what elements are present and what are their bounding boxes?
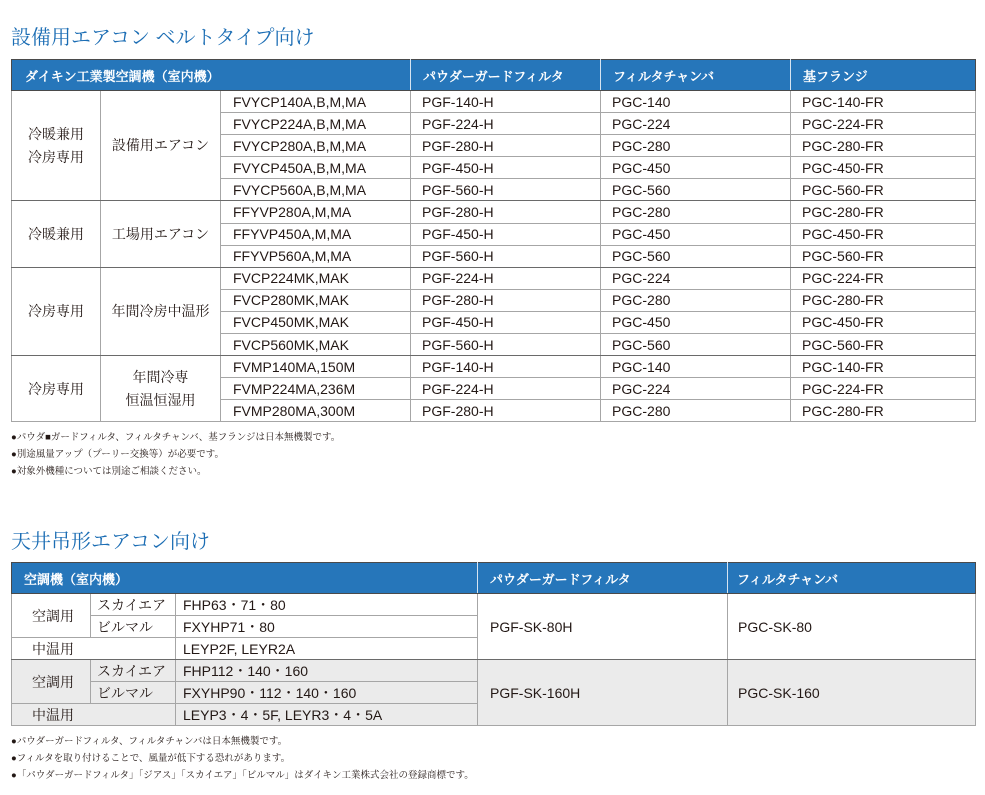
- cell-pgc: PGC-450: [601, 157, 791, 179]
- cell-model: FVYCP560A,B,M,MA: [221, 179, 411, 201]
- cell-pgf: PGF-280-H: [411, 400, 601, 422]
- cell-pgc: PGC-280: [601, 201, 791, 223]
- note-item: ●パウダ■ガードフィルタ、フィルタチャンバ、基フランジは日本無機製です。: [11, 432, 341, 443]
- notes-list: [11, 429, 340, 480]
- cell-pgf: PGF-280-H: [411, 289, 601, 311]
- cell-model: FFYVP280A,M,MA: [221, 201, 411, 223]
- section-title: 設備用エアコン ベルトタイプ向け: [11, 27, 315, 49]
- cell-pgf: PGF-140-H: [411, 91, 601, 113]
- note-item: ●「パウダーガードフィルタ」「ジアス」「スカイエア」「ビルマル」はダイキン工業株式会社の登録商標です。: [11, 770, 474, 781]
- cell-model: FVMP140MA,150M: [221, 356, 411, 378]
- cell-models: LEYP2F, LEYR2A: [176, 638, 478, 660]
- cell-flange: PGC-450-FR: [791, 223, 976, 245]
- cell-flange: PGC-450-FR: [791, 157, 976, 179]
- table-row: [12, 594, 976, 616]
- cell-use: 空調用: [12, 660, 91, 704]
- table-row: [12, 201, 976, 223]
- cell-flange: PGC-450-FR: [791, 311, 976, 333]
- cell-pgf: PGF-224-H: [411, 378, 601, 400]
- cell-pgf: PGF-450-H: [411, 223, 601, 245]
- cell-use: [12, 356, 101, 422]
- table-header-row: [12, 60, 976, 91]
- cell-models: FHP63・71・80: [176, 594, 478, 616]
- cell-model: FVYCP140A,B,M,MA: [221, 91, 411, 113]
- use-line: 冷暖兼用: [28, 126, 84, 143]
- cell-pgf: PGF-450-H: [411, 311, 601, 333]
- cell-pgc: PGC-224: [601, 378, 791, 400]
- cell-pgf: PGF-280-H: [411, 135, 601, 157]
- cell-use: [12, 267, 101, 355]
- cell-flange: PGC-140-FR: [791, 356, 976, 378]
- cell-series: スカイエア: [91, 594, 176, 616]
- cell-flange: PGC-280-FR: [791, 135, 976, 157]
- cell-flange: PGC-224-FR: [791, 113, 976, 135]
- cell-pgc: PGC-SK-80: [728, 594, 976, 660]
- cell-model: FVCP560MK,MAK: [221, 334, 411, 356]
- cell-model: FVYCP280A,B,M,MA: [221, 135, 411, 157]
- cell-flange: PGC-280-FR: [791, 201, 976, 223]
- cell-flange: PGC-560-FR: [791, 245, 976, 267]
- cell-pgc: PGC-280: [601, 289, 791, 311]
- cell-type: [101, 201, 221, 267]
- cell-pgc: PGC-450: [601, 311, 791, 333]
- cell-pgc: PGC-224: [601, 113, 791, 135]
- use-line: 冷房専用: [28, 380, 84, 397]
- cell-type: [101, 91, 221, 201]
- type-line: 恒温恒湿用: [125, 391, 196, 408]
- table-row: [12, 267, 976, 289]
- cell-pgf: PGF-140-H: [411, 356, 601, 378]
- cell-series: ビルマル: [91, 616, 176, 638]
- type-line: 工場用エアコン: [111, 225, 210, 242]
- type-line: 年間冷専: [132, 369, 189, 386]
- note-item: ●別途風量アップ（プーリー交換等）が必要です。: [11, 449, 225, 460]
- ceiling-type-filter-table: [11, 562, 976, 726]
- cell-pgf: PGF-224-H: [411, 113, 601, 135]
- section-title: 天井吊形エアコン向け: [11, 531, 210, 553]
- cell-series: スカイエア: [91, 660, 176, 682]
- table-header-row: [12, 563, 976, 594]
- cell-model: FVYCP224A,B,M,MA: [221, 113, 411, 135]
- cell-pgc: PGC-280: [601, 400, 791, 422]
- cell-models: LEYP3・4・5F, LEYR3・4・5A: [176, 704, 478, 726]
- cell-type: [101, 356, 221, 422]
- type-line: 設備用エアコン: [111, 137, 210, 154]
- cell-model: FVCP450MK,MAK: [221, 311, 411, 333]
- cell-pgf: PGF-560-H: [411, 334, 601, 356]
- cell-model: FVMP280MA,300M: [221, 400, 411, 422]
- cell-model: FVYCP450A,B,M,MA: [221, 157, 411, 179]
- cell-type: [101, 267, 221, 355]
- cell-flange: PGC-224-FR: [791, 267, 976, 289]
- cell-model: FVMP224MA,236M: [221, 378, 411, 400]
- use-line: 冷暖兼用: [28, 225, 84, 242]
- note-item: ●パウダーガードフィルタ、フィルタチャンバは日本無機製です。: [11, 736, 288, 747]
- header-unit: 空調機（室内機）: [12, 563, 478, 594]
- cell-pgf: PGF-560-H: [411, 179, 601, 201]
- cell-pgc: PGC-560: [601, 179, 791, 201]
- cell-flange: PGC-280-FR: [791, 289, 976, 311]
- cell-pgc: PGC-450: [601, 223, 791, 245]
- cell-model: FVCP280MK,MAK: [221, 289, 411, 311]
- cell-pgc: PGC-224: [601, 267, 791, 289]
- cell-pgf: PGF-450-H: [411, 157, 601, 179]
- header-filter-chamber: フィルタチャンバ: [728, 563, 976, 594]
- cell-flange: PGC-560-FR: [791, 179, 976, 201]
- cell-use: 中温用: [12, 704, 176, 726]
- cell-pgf: PGF-560-H: [411, 245, 601, 267]
- header-powder-guard-filter: パウダーガードフィルタ: [478, 563, 728, 594]
- cell-pgc: PGC-280: [601, 135, 791, 157]
- type-line: 年間冷房中温形: [111, 303, 210, 320]
- cell-pgc: PGC-140: [601, 91, 791, 113]
- cell-flange: PGC-224-FR: [791, 378, 976, 400]
- note-item: ●対象外機種については別途ご相談ください。: [11, 466, 207, 477]
- cell-flange: PGC-560-FR: [791, 334, 976, 356]
- cell-models: FHP112・140・160: [176, 660, 478, 682]
- belt-type-filter-table: [11, 59, 976, 422]
- cell-flange: PGC-280-FR: [791, 400, 976, 422]
- cell-models: FXYHP71・80: [176, 616, 478, 638]
- cell-pgf: PGF-280-H: [411, 201, 601, 223]
- header-base-flange: 基フランジ: [791, 60, 976, 91]
- use-line: 冷房専用: [28, 148, 84, 165]
- header-unit: ダイキン工業製空調機（室内機）: [12, 60, 411, 91]
- cell-model: FVCP224MK,MAK: [221, 267, 411, 289]
- use-line: 冷房専用: [28, 303, 84, 320]
- cell-pgc: PGC-SK-160: [728, 660, 976, 726]
- note-item: ●フィルタを取り付けることで、風量が低下する恐れがあります。: [11, 753, 291, 764]
- cell-use: [12, 201, 101, 267]
- cell-models: FXYHP90・112・140・160: [176, 682, 478, 704]
- cell-use: [12, 91, 101, 201]
- cell-pgc: PGC-560: [601, 245, 791, 267]
- header-powder-guard-filter: パウダーガードフィルタ: [411, 60, 601, 91]
- notes-list: [11, 733, 474, 784]
- cell-model: FFYVP450A,M,MA: [221, 223, 411, 245]
- cell-model: FFYVP560A,M,MA: [221, 245, 411, 267]
- header-filter-chamber: フィルタチャンバ: [601, 60, 791, 91]
- cell-use: 中温用: [12, 638, 176, 660]
- cell-pgf: PGF-224-H: [411, 267, 601, 289]
- table-row: [12, 91, 976, 113]
- cell-flange: PGC-140-FR: [791, 91, 976, 113]
- cell-pgf: PGF-SK-80H: [478, 594, 728, 660]
- cell-pgc: PGC-560: [601, 334, 791, 356]
- table-row: [12, 356, 976, 378]
- cell-pgf: PGF-SK-160H: [478, 660, 728, 726]
- cell-series: ビルマル: [91, 682, 176, 704]
- cell-use: 空調用: [12, 594, 91, 638]
- table-row: [12, 660, 976, 682]
- cell-pgc: PGC-140: [601, 356, 791, 378]
